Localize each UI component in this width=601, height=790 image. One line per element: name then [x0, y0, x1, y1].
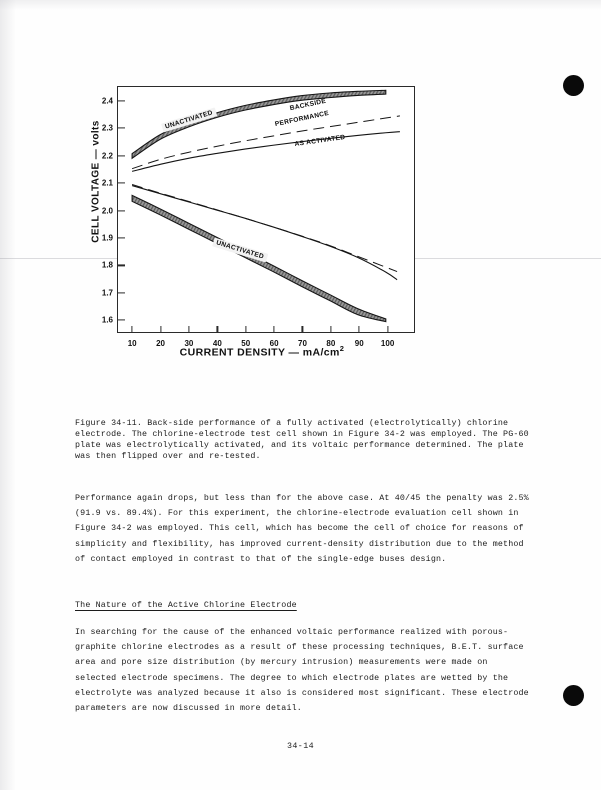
chart-x-axis-title — [102, 344, 422, 359]
x-tick-label: 50 — [241, 339, 251, 348]
chart-x-axis-title-exponent: 2 — [339, 344, 345, 353]
y-tick-mark — [118, 100, 125, 101]
y-tick-mark — [118, 210, 125, 211]
y-tick-label: 1.9 — [101, 233, 113, 243]
x-tick-label: 10 — [127, 339, 137, 348]
y-tick-label: 1.8 — [101, 260, 113, 270]
figure-caption: Figure 34-11. Back-side performance of a fully activated (electrolytically) chlorine electrode. The chlorine-electrode test cell shown in Figure 34-2 was employed. The PG-60 plate was electrolytically activated, and its voltaic performance determined. The plate was then flipped over and re-tested. — [75, 418, 529, 462]
body-paragraph-2: In searching for the cause of the enhanced voltaic performance realized with porous-graphite chlorine electrodes as a result of these processing techniques, B.E.T. surface area and pore size distribution (by mercury intrusion) measurements were made on selected electrode specimens. The degree to which electrode plates are wetted by the electrolyte was analyzed because it also is considered most significant. These electrode parameters are now discussed in more detail. — [75, 627, 529, 714]
chart-curve-label: UNACTIVATED — [212, 238, 268, 263]
section-heading: The Nature of the Active Chlorine Electrode — [75, 600, 297, 610]
x-tick-label: 80 — [326, 339, 336, 348]
scan-edge-shadow-top — [0, 0, 601, 10]
x-tick-label: 40 — [212, 339, 222, 348]
x-tick-label: 100 — [380, 339, 395, 348]
y-tick-mark — [118, 128, 125, 129]
chart-curve-label: PERFORMANCE — [274, 109, 331, 128]
x-tick-label: 70 — [298, 339, 307, 348]
margin-mark-bottom-icon — [563, 685, 584, 706]
y-tick-mark — [118, 265, 125, 266]
y-tick-label: 1.6 — [101, 315, 113, 325]
y-tick-mark — [118, 155, 125, 156]
chart-y-axis-title: CELL VOLTAGE — volts — [90, 120, 102, 243]
y-tick-label: 2.4 — [101, 96, 113, 106]
y-tick-mark — [118, 292, 125, 293]
chart-x-axis-title-main: CURRENT DENSITY — mA/cm — [179, 346, 340, 359]
y-tick-label: 2.0 — [101, 206, 113, 215]
page-number: 34-14 — [286, 741, 315, 751]
y-tick-label: 2.1 — [101, 178, 113, 188]
y-tick-mark — [118, 237, 125, 238]
scan-edge-shadow-left — [0, 0, 16, 790]
y-tick-label: 1.7 — [101, 288, 113, 298]
chart-plot-area — [101, 86, 415, 348]
y-tick-label: 2.2 — [101, 151, 113, 161]
figure-34-11 — [62, 80, 442, 370]
x-tick-label: 20 — [156, 339, 166, 348]
chart-curve-label: UNACTIVATED — [161, 107, 217, 132]
chart-curve-label: AS ACTIVATED — [293, 133, 346, 148]
x-tick-label: 30 — [184, 339, 194, 348]
y-tick-label: 2.3 — [101, 123, 113, 133]
margin-mark-top-icon — [563, 75, 584, 96]
chart-curve-label: BACKSIDE — [289, 97, 327, 113]
body-paragraph-1: Performance again drops, but less than for the above case. At 40/45 the penalty was 2.5% (91.9 vs. 89.4%). For this experiment, the chlorine-electrode evaluation cell shown in Figure 34-2 was employed. This cell, which has become the cell of choice for reasons of simplicity and flexibility, has improved current-density distribution due to the method of contact employed in contrast to that of the single-edge buses design. — [75, 493, 529, 564]
y-tick-mark — [118, 320, 125, 321]
x-tick-label: 60 — [269, 339, 279, 348]
x-tick-label: 90 — [354, 339, 364, 348]
y-tick-mark — [118, 182, 125, 183]
